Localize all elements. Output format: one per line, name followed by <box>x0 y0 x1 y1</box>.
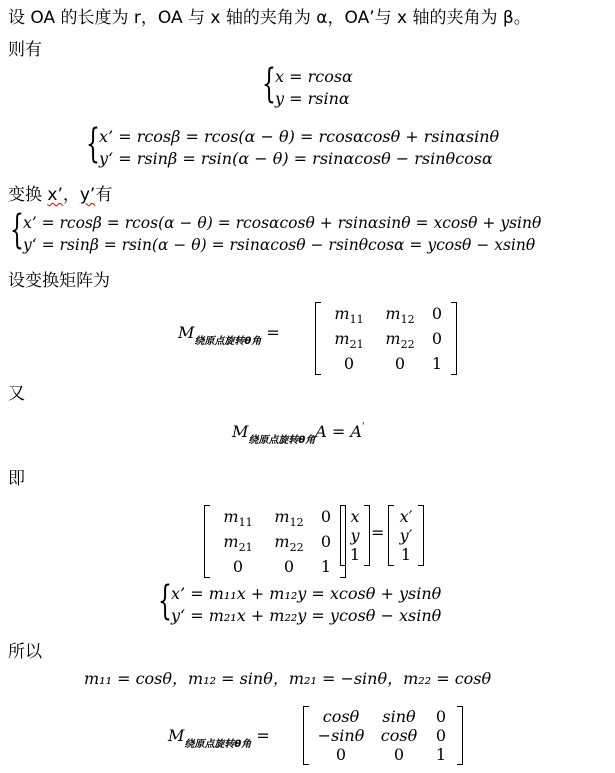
cell-m21: $m_{21}$ <box>334 329 364 351</box>
system-4-line-2: y‘ = m₂₁x + m₂₂y = ycosθ − xsinθ <box>171 606 442 625</box>
left-brace: { <box>86 121 100 167</box>
set-matrix-label: 设变换矩阵为 <box>8 271 110 291</box>
system-1-line-2: y = rsinα <box>275 89 350 108</box>
matrix-subscript: 绕原点旋转θ角 <box>184 739 252 750</box>
system-1-line-1: x = rcosα <box>275 67 353 86</box>
vector-x-cells <box>346 505 364 566</box>
right-bracket <box>451 302 457 375</box>
cell-21: −sinθ <box>317 726 365 745</box>
cell-13: 0 <box>320 507 332 526</box>
cell-33: 1 <box>431 354 443 373</box>
system-4-line-1: x’ = m₁₁x + m₁₂y = xcosθ + ysinθ <box>171 584 442 603</box>
ma-rest: A = A <box>315 422 362 441</box>
intro-text-part1: 设 OA 的长度为 r，OA 与 x 轴的夹角为 α，OA’ <box>8 8 375 28</box>
cell-23: 0 <box>435 726 447 745</box>
intro-line <box>8 3 531 28</box>
matrix-symbol: M <box>178 323 195 342</box>
cell-m21: $m_{21}$ <box>223 532 253 554</box>
vxp-2: y′ <box>399 526 413 545</box>
equals-sign: = <box>256 726 270 745</box>
cell-m22: $m_{22}$ <box>274 532 304 554</box>
cell-13: 0 <box>431 304 443 323</box>
vector-x-prime <box>388 505 424 566</box>
also-label: 又 <box>8 384 25 404</box>
y-prime-term: y’ <box>79 185 96 205</box>
matrix-label-final <box>168 726 270 750</box>
cell-33: 1 <box>435 745 447 764</box>
cell-23: 0 <box>431 329 443 348</box>
equals-sign: = <box>266 323 280 342</box>
equals-sign: = <box>371 523 385 542</box>
system-2-line-1: x’ = rcosβ = rcos(α − θ) = rcosαcosθ + rsinαsinθ <box>99 127 500 146</box>
result-line: m₁₁ = cosθ，m₁₂ = sinθ，m₂₁ = −sinθ，m₂₂ = cosθ <box>84 669 492 688</box>
x-prime-term: x’ <box>47 185 63 205</box>
transform-text-2: 有 <box>95 185 113 205</box>
cell-m11: $m_{11}$ <box>334 304 364 326</box>
matrix-symbol: M <box>232 422 249 441</box>
vxp-3: 1 <box>400 545 412 564</box>
transform-text-1: 变换 <box>8 185 48 205</box>
vector-x-prime-cells <box>394 505 418 566</box>
system-2-line-2: y‘ = rsinβ = rsin(α − θ) = rsinαcosθ − rsinθcosα <box>99 149 493 168</box>
system-3-line-1: x’ = rcosβ = rcos(α − θ) = rcosαcosθ + rsinαsinθ = xcosθ + ysinθ <box>23 214 542 232</box>
right-bracket <box>418 505 424 566</box>
matrix-subscript: 绕原点旋转θ角 <box>194 336 262 347</box>
vx-2: y <box>350 526 360 545</box>
cell-32: 0 <box>394 354 406 373</box>
cell-23: 0 <box>320 532 332 551</box>
cell-31: 0 <box>335 745 347 764</box>
matrix-general-2-cells <box>210 505 340 578</box>
matrix-general-2 <box>204 505 346 578</box>
cell-13: 0 <box>435 707 447 726</box>
vector-x <box>340 505 370 566</box>
cell-22: cosθ <box>380 726 418 745</box>
matrix-symbol: M <box>168 726 185 745</box>
cell-31: 0 <box>232 557 244 576</box>
matrix-label <box>178 323 280 347</box>
cell-33: 1 <box>320 557 332 576</box>
matrix-subscript: 绕原点旋转θ角 <box>248 435 316 446</box>
right-bracket <box>364 505 370 566</box>
rotation-matrix <box>303 706 463 765</box>
vx-1: x <box>350 507 360 526</box>
comma: ， <box>62 185 80 205</box>
prime-mark: ' <box>361 422 365 432</box>
left-brace: { <box>158 578 172 624</box>
cell-m12: $m_{12}$ <box>274 507 304 529</box>
cell-11: cosθ <box>322 707 360 726</box>
then-label: 则有 <box>8 40 42 60</box>
intro-text-part2: 与 x 轴的夹角为 β。 <box>374 8 531 28</box>
cell-12: sinθ <box>382 707 416 726</box>
cell-31: 0 <box>343 354 355 373</box>
vx-3: 1 <box>349 545 361 564</box>
transform-line <box>8 180 112 205</box>
vxp-1: x′ <box>399 507 413 526</box>
ma-equation <box>232 422 364 446</box>
matrix-general <box>315 302 457 375</box>
cell-m11: $m_{11}$ <box>223 507 253 529</box>
namely-label: 即 <box>8 469 25 489</box>
left-brace: { <box>10 207 24 253</box>
matrix-general-cells <box>321 302 451 375</box>
cell-m22: $m_{22}$ <box>385 329 415 351</box>
right-bracket <box>457 706 463 765</box>
cell-32: 0 <box>393 745 405 764</box>
cell-m12: $m_{12}$ <box>385 304 415 326</box>
left-brace: { <box>262 61 276 107</box>
cell-32: 0 <box>283 557 295 576</box>
therefore-label: 所以 <box>8 642 42 662</box>
rotation-matrix-cells <box>309 706 457 765</box>
system-3-line-2: y‘ = rsinβ = rsin(α − θ) = rsinαcosθ − rsinθcosα = ycosθ − xsinθ <box>23 236 536 254</box>
